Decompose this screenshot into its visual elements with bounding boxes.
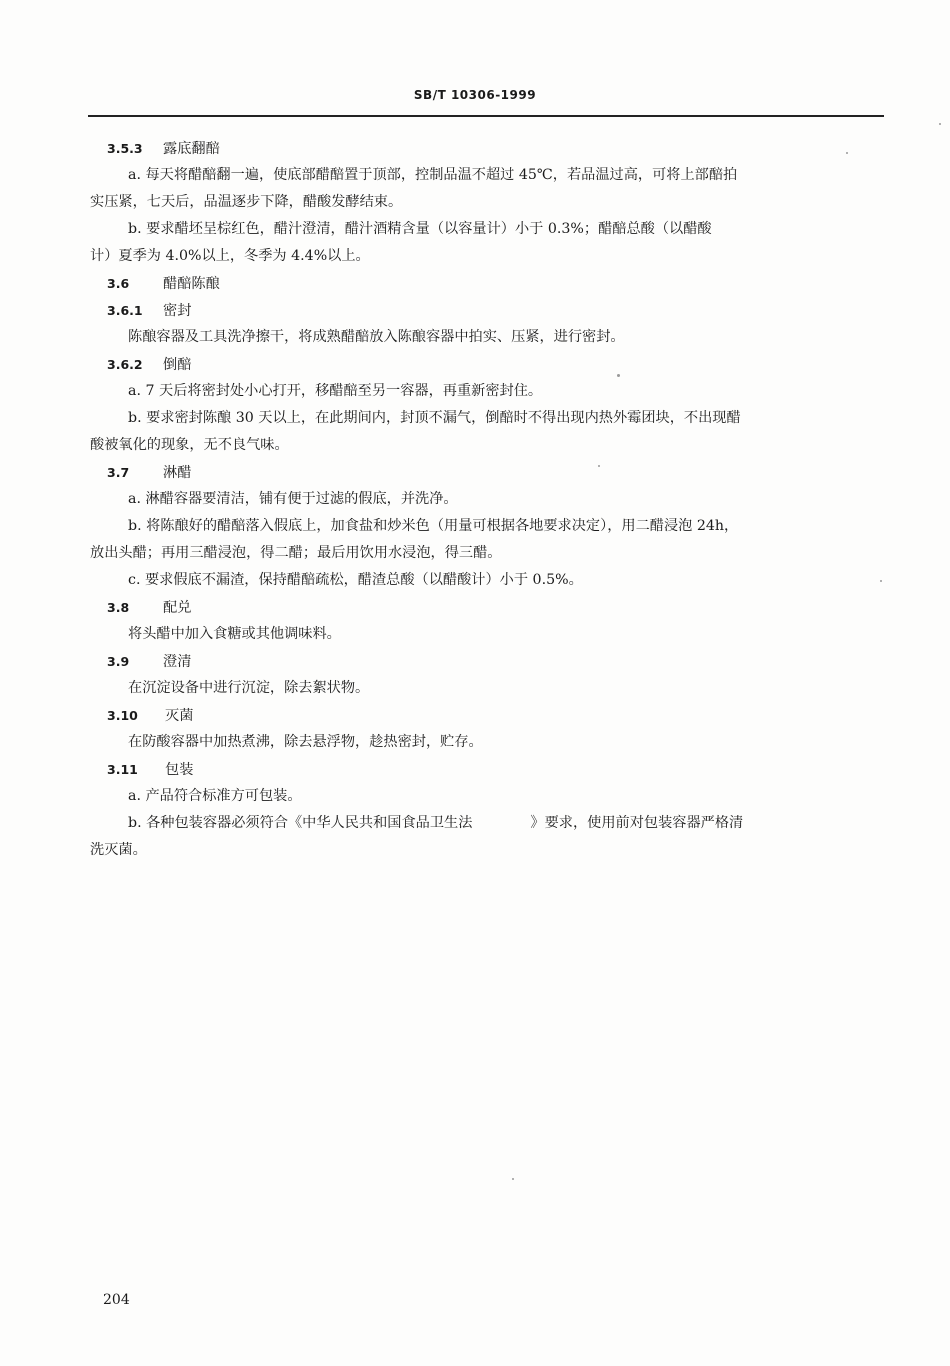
section-title: 配兑 <box>163 600 192 616</box>
text-after-gap: 》要求，使用前对包装容器严格清 <box>530 815 744 831</box>
page-number: 204 <box>103 1292 130 1308</box>
scan-speck <box>512 1178 514 1180</box>
document-body <box>90 135 885 864</box>
paragraph-continuation: 实压紧，七天后，品温逐步下降，醋酸发酵结束。 <box>90 194 403 210</box>
section-title: 醋醅陈酿 <box>163 276 220 292</box>
section-heading-3-5-3 <box>90 135 885 162</box>
section-title: 淋醋 <box>163 465 192 481</box>
paragraph-continuation: 放出头醋；再用三醋浸泡，得二醋；最后用饮用水浸泡，得三醋。 <box>90 545 502 561</box>
section-number: 3.6 <box>107 276 130 291</box>
paragraph-line: a. 淋醋容器要清洁，铺有便于过滤的假底，并洗净。 <box>128 491 458 507</box>
paragraph-continuation: 酸被氧化的现象，无不良气味。 <box>90 437 289 453</box>
section-heading-3-10 <box>90 702 885 729</box>
paragraph-continuation: 洗灭菌。 <box>90 842 147 858</box>
section-title: 澄清 <box>163 654 192 670</box>
section-number: 3.11 <box>107 762 138 777</box>
section-number: 3.7 <box>107 465 130 480</box>
section-heading-3-6 <box>90 270 885 297</box>
scan-speck <box>846 152 848 154</box>
paragraph-line: b. 要求醋坯呈棕红色，醋汁澄清，醋汁酒精含量（以容量计）小于 0.3%；醋醅总酸（以醋酸 <box>128 221 712 237</box>
section-title: 灭菌 <box>165 708 194 724</box>
paragraph-line: 在沉淀设备中进行沉淀，除去絮状物。 <box>128 680 370 696</box>
section-heading-3-8 <box>90 594 885 621</box>
section-heading-3-11 <box>90 756 885 783</box>
paragraph-line: 在防酸容器中加热煮沸，除去悬浮物，趁热密封，贮存。 <box>128 734 483 750</box>
standard-code-header: SB/T 10306-1999 <box>413 88 537 102</box>
section-number: 3.10 <box>107 708 138 723</box>
paragraph-continuation: 计）夏季为 4.0%以上，冬季为 4.4%以上。 <box>90 248 370 264</box>
paragraph-line: 陈酿容器及工具洗净擦干，将成熟醋醅放入陈酿容器中拍实、压紧，进行密封。 <box>128 329 625 345</box>
section-heading-3-7 <box>90 459 885 486</box>
scan-speck <box>880 580 882 582</box>
paragraph-line: 将头醋中加入食糖或其他调味料。 <box>128 626 341 642</box>
scan-speck <box>617 374 620 377</box>
text-before-gap: b. 各种包装容器必须符合《中华人民共和国食品卫生法 <box>128 815 473 831</box>
section-number: 3.6.1 <box>107 303 143 318</box>
section-title: 倒醅 <box>163 357 192 373</box>
paragraph-line: b. 将陈酿好的醋醅落入假底上，加食盐和炒米色（用量可根据各地要求决定），用二醋浸泡 24h， <box>128 518 739 534</box>
section-number: 3.5.3 <box>107 141 143 156</box>
scan-speck <box>598 465 600 467</box>
section-heading-3-6-2 <box>90 351 885 378</box>
paragraph-line: a. 7 天后将密封处小心打开，移醋醅至另一容器，再重新密封住。 <box>128 383 543 399</box>
paragraph-line: b. 要求密封陈酿 30 天以上，在此期间内，封顶不漏气，倒醅时不得出现内热外霉团块，不出现醋 <box>128 410 741 426</box>
section-title: 露底翻醅 <box>163 141 220 157</box>
header-rule <box>88 115 884 117</box>
paragraph-line-with-gap <box>90 810 885 837</box>
section-title: 包装 <box>165 762 194 778</box>
paragraph-line: a. 每天将醋醅翻一遍，使底部醋醅置于顶部，控制品温不超过 45℃，若品温过高，可将上部醅拍 <box>128 167 738 183</box>
section-heading-3-9 <box>90 648 885 675</box>
paragraph-line: a. 产品符合标准方可包装。 <box>128 788 302 804</box>
section-number: 3.9 <box>107 654 130 669</box>
section-number: 3.8 <box>107 600 130 615</box>
paragraph-line: c. 要求假底不漏渣，保持醋醅疏松，醋渣总酸（以醋酸计）小于 0.5%。 <box>128 572 583 588</box>
scan-speck <box>939 123 941 125</box>
section-heading-3-6-1 <box>90 297 885 324</box>
section-number: 3.6.2 <box>107 357 143 372</box>
section-title: 密封 <box>163 303 192 319</box>
